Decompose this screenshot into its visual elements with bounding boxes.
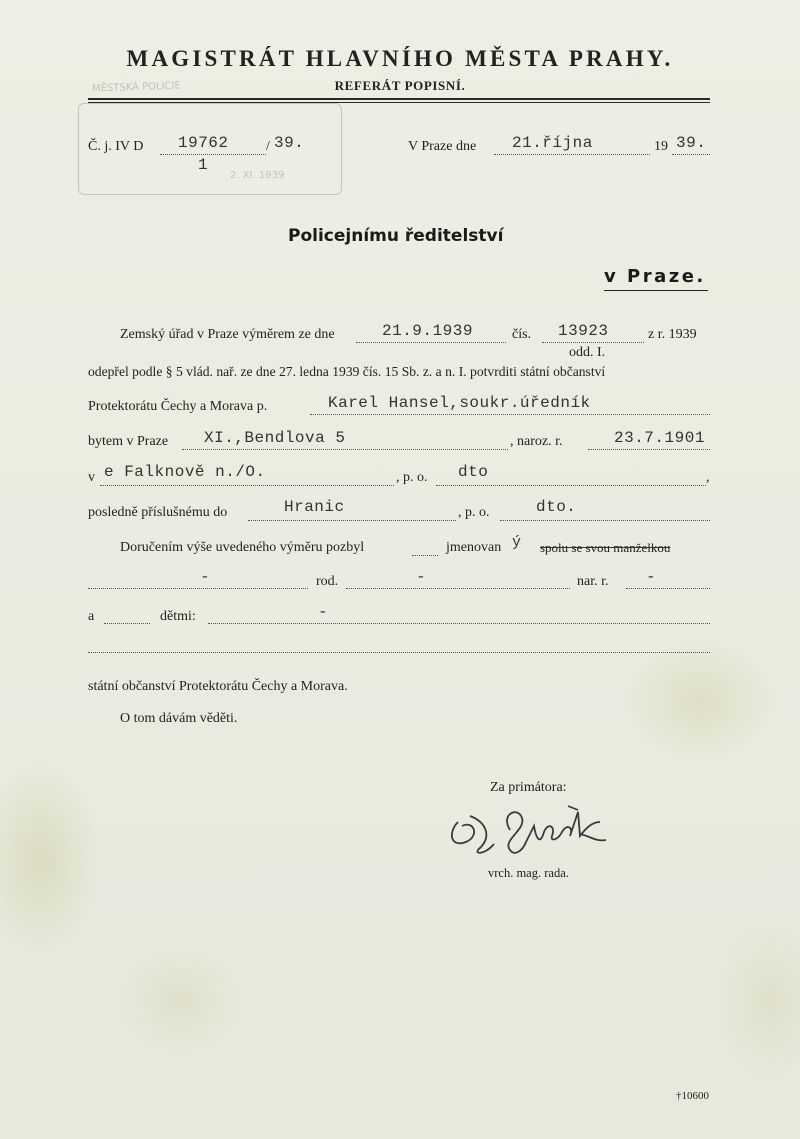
recipient-line2: v Praze.	[604, 266, 706, 287]
body-l1-dept: odd. I.	[569, 345, 606, 360]
person-birthdate: 23.7.1901	[614, 429, 705, 447]
body-l7-text: Doručením výše uvedeného výměru pozbyl	[120, 540, 365, 555]
l8-dotline3	[626, 588, 710, 589]
body-l6-po: , p. o.	[458, 505, 490, 520]
body-l2-text: odepřel podle § 5 vlád. nař. ze dne 27. ledna 1939 čís. 15 Sb. z. a n. I. potvrditi státní občanství	[88, 364, 606, 379]
birth-po: dto	[458, 463, 489, 481]
body-l4-text: bytem v Praze	[88, 434, 169, 449]
date-label: V Praze dne	[408, 139, 477, 154]
recipient-line1: Policejnímu ředitelství	[288, 226, 504, 246]
l9-dotline2	[208, 623, 710, 624]
body-l9-detmi: dětmi:	[160, 609, 196, 624]
header-rule-thin	[88, 102, 710, 103]
ref-label: Č. j. IV D	[88, 139, 144, 154]
body-l1-text: Zemský úřad v Praze výměrem ze dne	[120, 327, 335, 342]
body-l3-text: Protektorátu Čechy a Morava p.	[88, 399, 268, 414]
footer-code: †10600	[676, 1090, 709, 1102]
body-l1-year: z r. 1939	[648, 327, 697, 342]
l10-dotline	[88, 652, 710, 653]
l9-dash: -	[318, 603, 329, 621]
decision-number: 13923	[558, 322, 609, 340]
body-l8-nar: nar. r.	[577, 574, 609, 589]
l4-dotline	[182, 449, 508, 450]
stamp-ghost-text: MĚSTSKÁ POLICIE	[91, 80, 181, 95]
signature-title: vrch. mag. rada.	[488, 866, 569, 880]
body-l12-text: O tom dávám věděti.	[120, 711, 238, 726]
home-town: Hranic	[284, 498, 345, 516]
l5-po-dotline	[436, 485, 706, 486]
signature-for: Za primátora:	[490, 780, 567, 795]
ref-slash: /	[266, 139, 270, 154]
home-po: dto.	[536, 498, 577, 516]
l1-dotline	[356, 342, 506, 343]
l8-dotline2	[346, 588, 570, 589]
person-address: XI.,Bendlova 5	[204, 429, 346, 447]
l1-num-dotline	[542, 342, 644, 343]
l9-dotline1	[104, 623, 150, 624]
ref-sub: 1	[198, 156, 209, 174]
body-l4-born-label: , naroz. r.	[510, 434, 563, 449]
date-year: 39.	[676, 134, 707, 152]
body-l6-text: posledně příslušnému do	[88, 505, 228, 520]
body-l9-a: a	[88, 609, 95, 624]
date-year-dotline	[672, 154, 710, 155]
body-l5-po: , p. o.	[396, 470, 428, 485]
l8-dotline1	[88, 588, 308, 589]
person-name: Karel Hansel,soukr.úředník	[328, 394, 591, 412]
body-l11-text: státní občanství Protektorátu Čechy a Morava.	[88, 679, 348, 694]
page-title: MAGISTRÁT HLAVNÍHO MĚSTA PRAHY.	[126, 46, 674, 71]
l8-dash1: -	[200, 568, 211, 586]
ref-year: 39.	[274, 134, 305, 152]
page-subtitle: REFERÁT POPISNÍ.	[334, 78, 466, 93]
date-day-month: 21.října	[512, 134, 593, 152]
ref-number: 19762	[178, 134, 229, 152]
ref-dotline	[160, 154, 266, 155]
l7-dotline	[412, 555, 438, 556]
l6-dotline	[248, 520, 456, 521]
l6-po-dotline	[500, 520, 710, 521]
stamp-ghost-date: 2. XI. 1939	[230, 170, 285, 181]
body-l1-cis: čís.	[512, 327, 532, 342]
birth-place: e Falknově n./O.	[104, 463, 266, 481]
body-l8-rod: rod.	[316, 574, 339, 589]
header-rule	[88, 98, 710, 100]
l3-dotline	[310, 414, 710, 415]
l5-dotline	[100, 485, 394, 486]
date-dotline	[494, 154, 650, 155]
decision-date: 21.9.1939	[382, 322, 473, 340]
l8-dash3: -	[646, 568, 657, 586]
body-l7-jmenovan: jmenovan	[446, 540, 502, 555]
body-l5-v: v	[88, 470, 95, 485]
signature-mark	[440, 792, 620, 862]
recipient-underline	[604, 290, 708, 291]
body-l7-suffix: ý	[512, 534, 522, 551]
l4-born-dotline	[588, 449, 710, 450]
struck-text: spolu se svou manželkou	[540, 540, 671, 555]
l8-dash2: -	[416, 568, 427, 586]
body-l5-comma: ,	[706, 470, 710, 485]
date-century: 19	[654, 139, 668, 154]
